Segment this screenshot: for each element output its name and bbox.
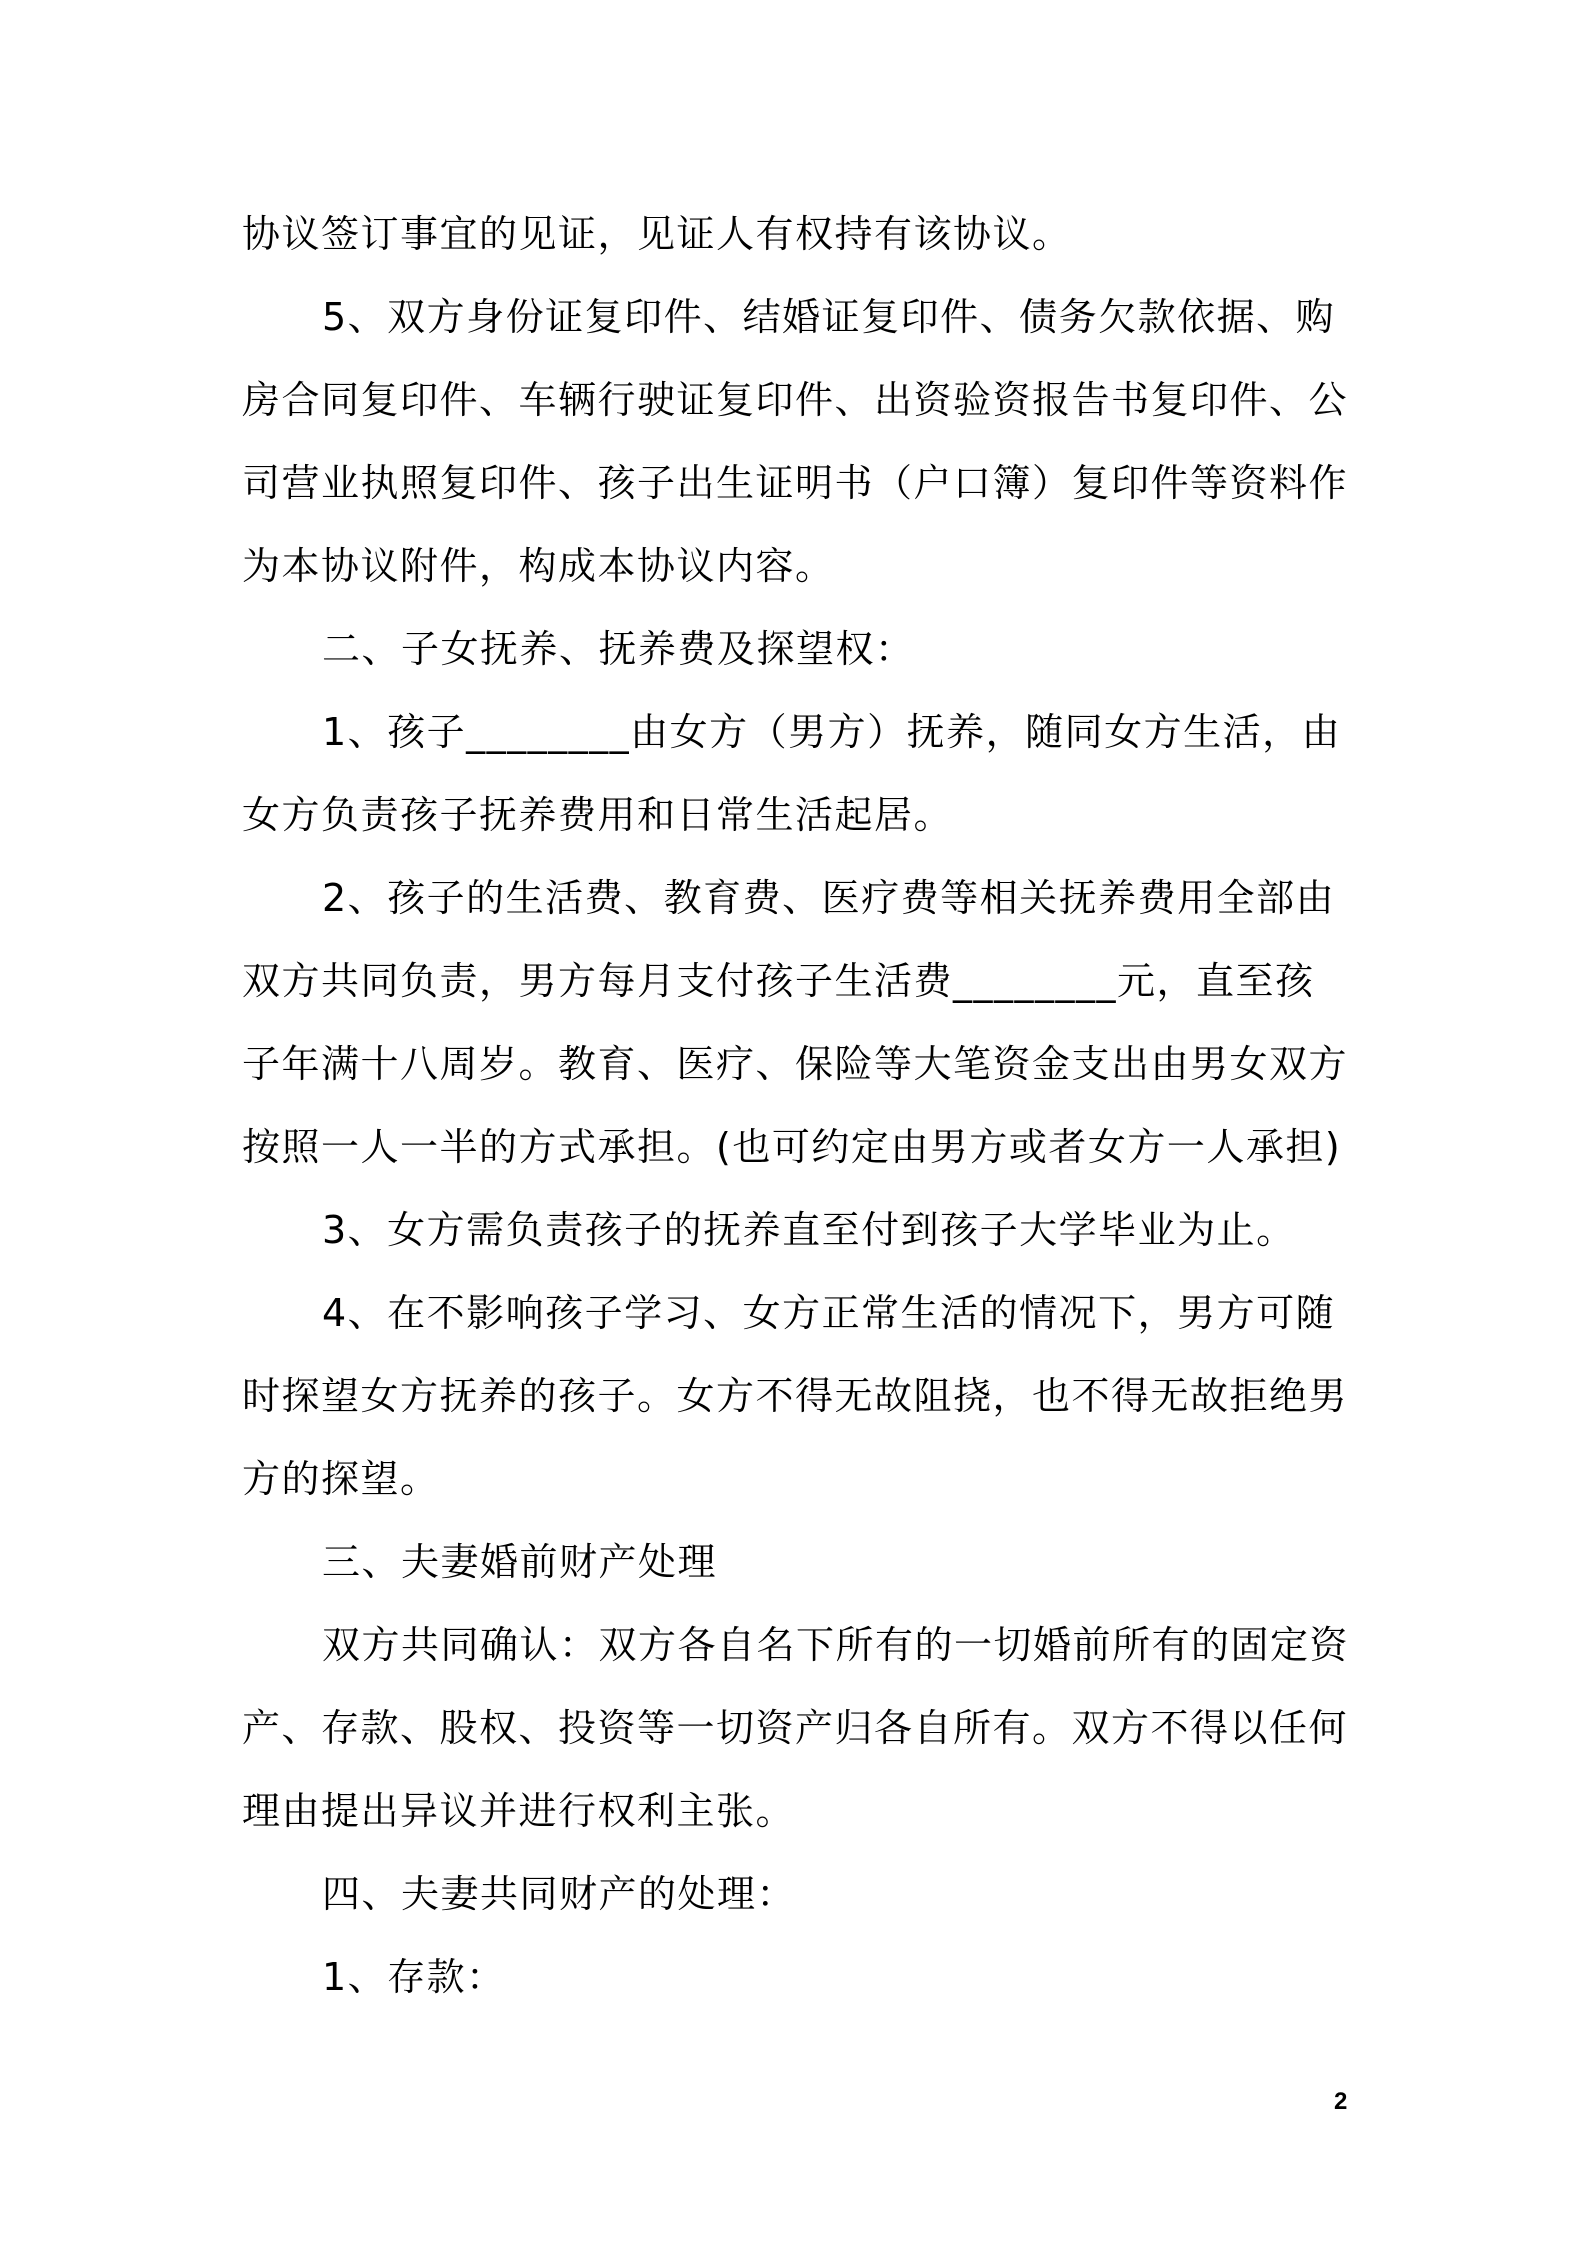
text-line: 方的探望。 xyxy=(242,1457,440,1501)
text-line: 理由提出异议并进行权利主张。 xyxy=(242,1789,796,1833)
text-line: 时探望女方抚养的孩子。女方不得无故阻挠，也不得无故拒绝男 xyxy=(242,1374,1349,1418)
text-line: 司营业执照复印件、孩子出生证明书（户口簿）复印件等资料作 xyxy=(242,461,1349,505)
text-line: 女方负责孩子抚养费用和日常生活起居。 xyxy=(242,793,954,837)
text-line: 双方共同负责，男方每月支付孩子生活费________元，直至孩 xyxy=(242,959,1315,1003)
text-line: 为本协议附件，构成本协议内容。 xyxy=(242,544,835,588)
section-heading: 三、夫妻婚前财产处理 xyxy=(322,1540,718,1584)
paragraph-first-line: 1、存款： xyxy=(322,1955,506,1999)
paragraph-first-line: 双方共同确认：双方各自名下所有的一切婚前所有的固定资 xyxy=(322,1623,1350,1667)
text-line: 按照一人一半的方式承担。(也可约定由男方或者女方一人承担) xyxy=(242,1125,1342,1169)
paragraph-first-line: 4、在不影响孩子学习、女方正常生活的情况下，男方可随 xyxy=(322,1291,1336,1335)
paragraph-first-line: 5、双方身份证复印件、结婚证复印件、债务欠款依据、购 xyxy=(322,295,1336,339)
text-line: 房合同复印件、车辆行驶证复印件、出资验资报告书复印件、公 xyxy=(242,378,1349,422)
section-heading: 二、子女抚养、抚养费及探望权： xyxy=(322,627,915,671)
paragraph-first-line: 3、女方需负责孩子的抚养直至付到孩子大学毕业为止。 xyxy=(322,1208,1296,1252)
text-line: 产、存款、股权、投资等一切资产归各自所有。双方不得以任何 xyxy=(242,1706,1349,1750)
text-line: 子年满十八周岁。教育、医疗、保险等大笔资金支出由男女双方 xyxy=(242,1042,1349,1086)
document-body xyxy=(242,193,1358,2019)
page-number: 2 xyxy=(1334,2088,1348,2115)
paragraph-first-line: 1、孩子________由女方（男方）抚养，随同女方生活，由 xyxy=(322,710,1342,754)
paragraph-first-line: 2、孩子的生活费、教育费、医疗费等相关抚养费用全部由 xyxy=(322,876,1336,920)
section-heading: 四、夫妻共同财产的处理： xyxy=(322,1872,797,1916)
text-line: 协议签订事宜的见证，见证人有权持有该协议。 xyxy=(242,212,1072,256)
